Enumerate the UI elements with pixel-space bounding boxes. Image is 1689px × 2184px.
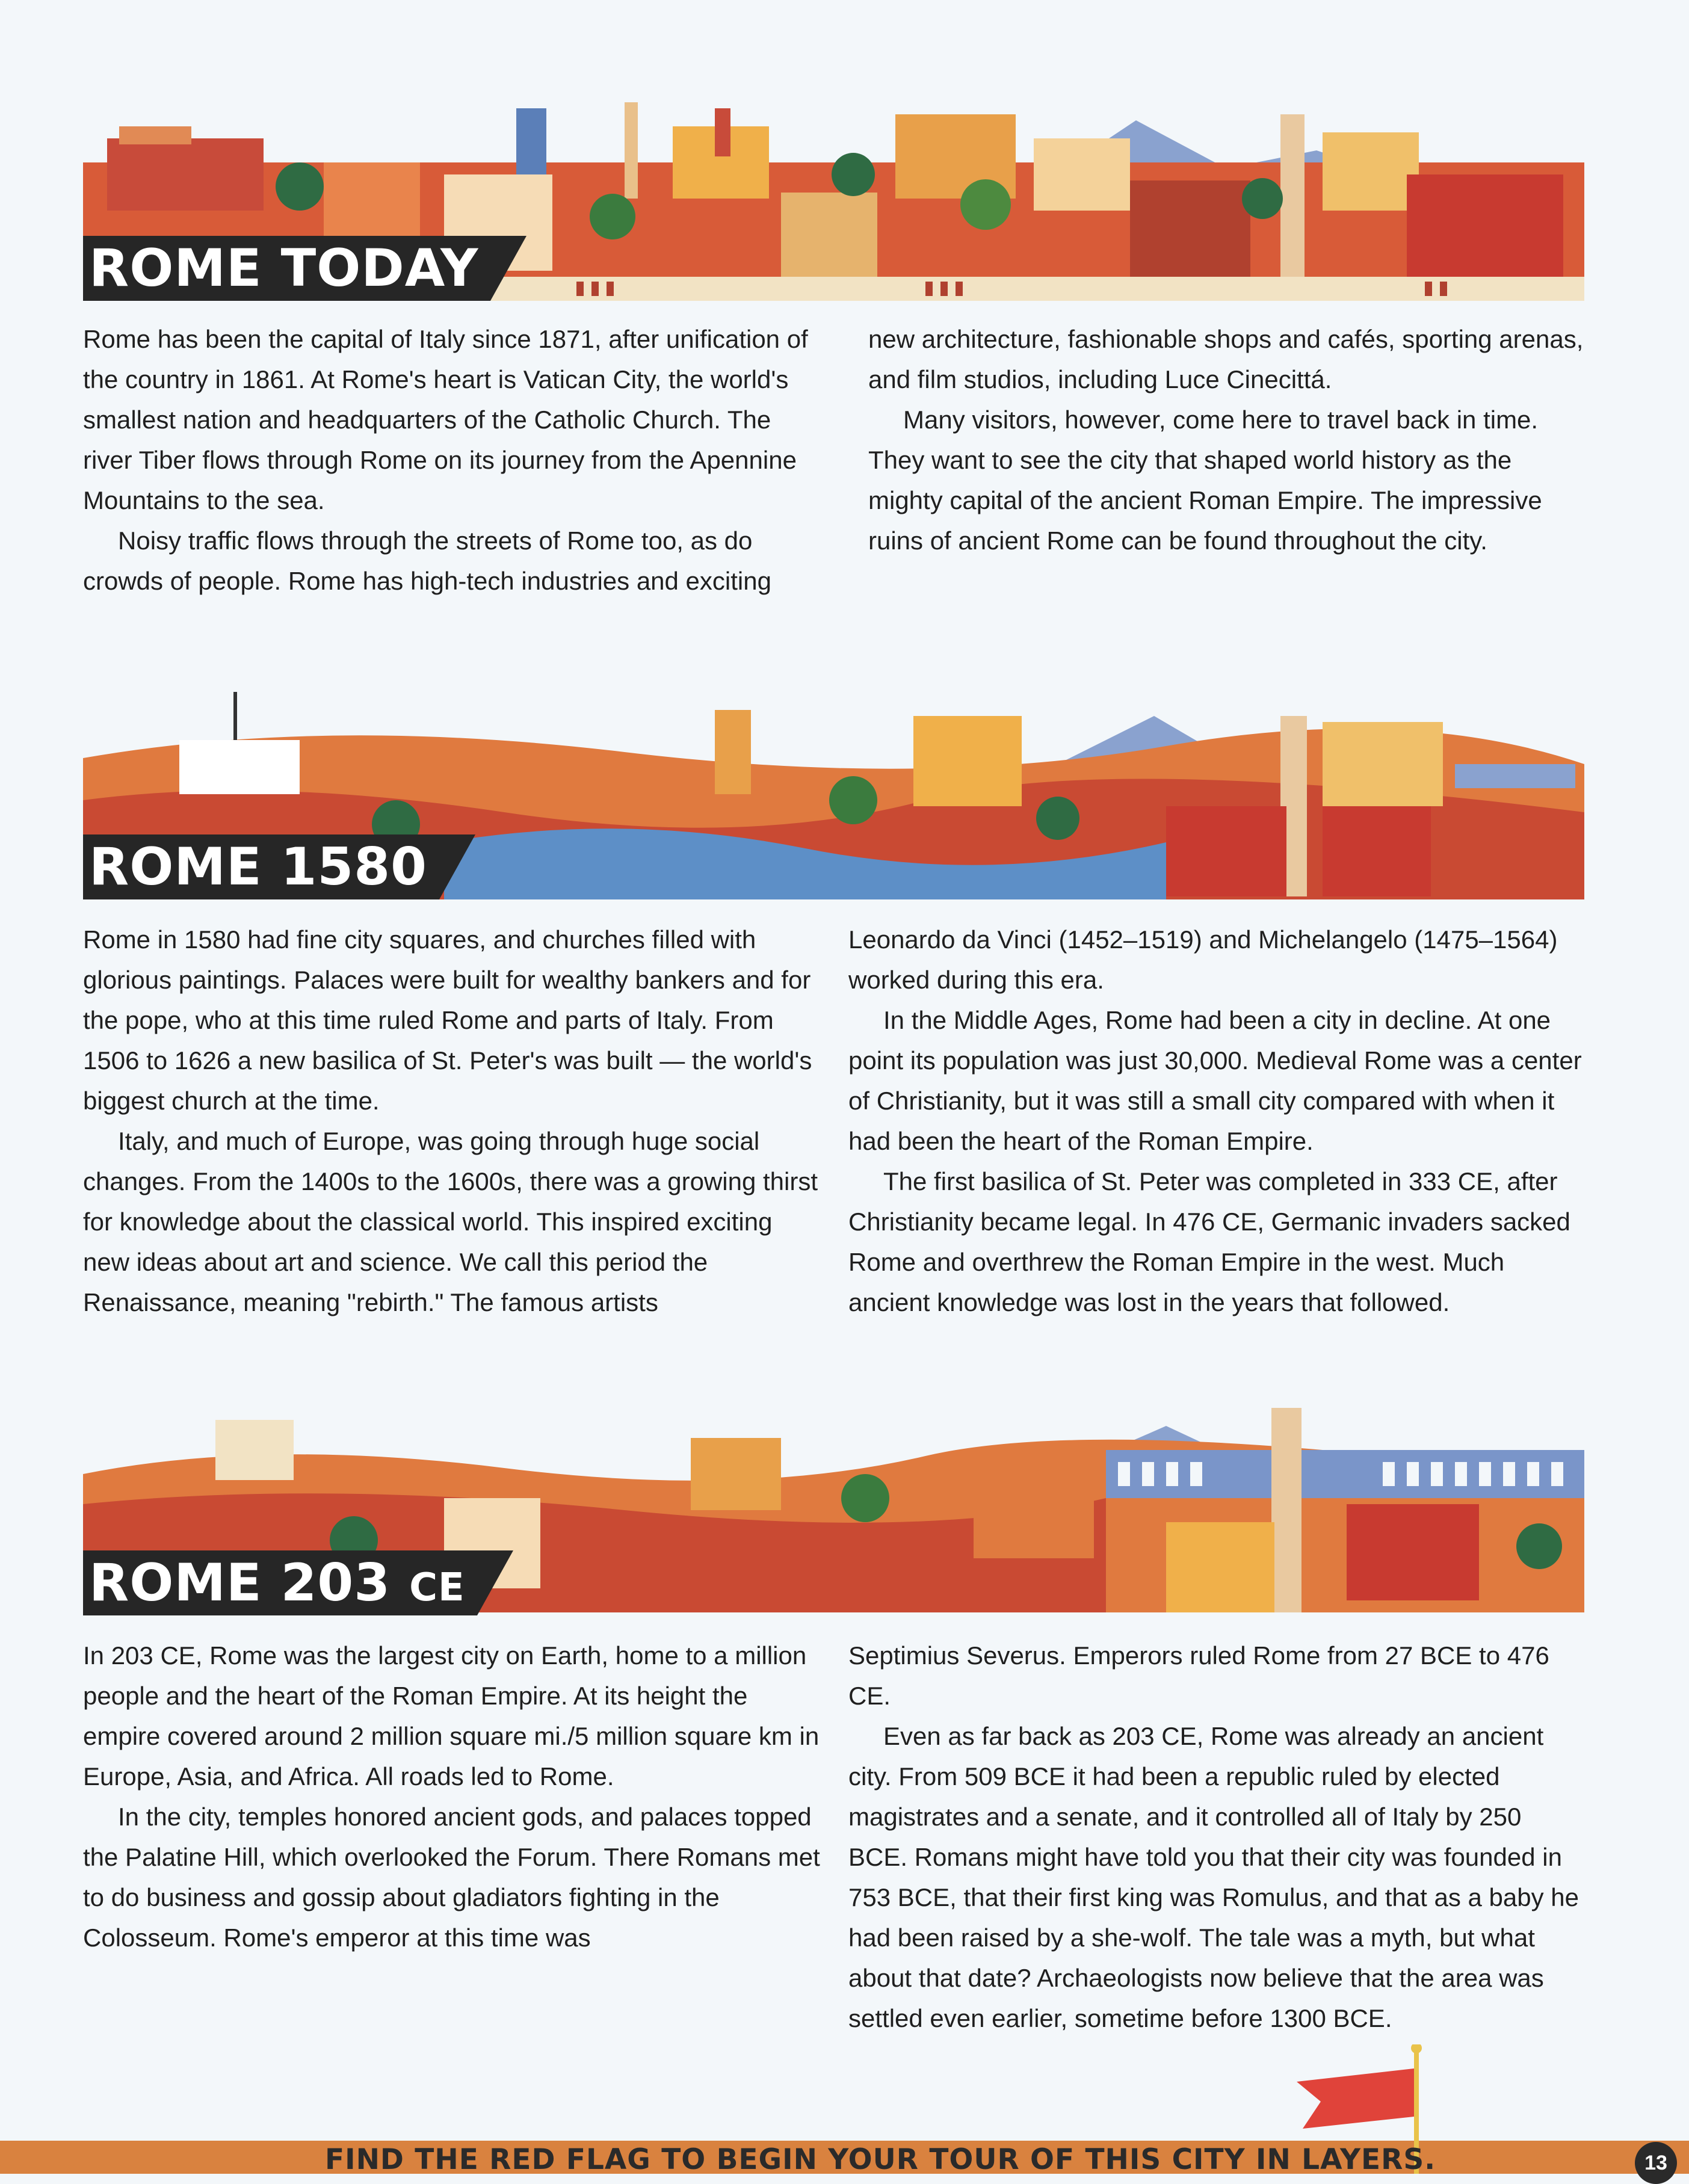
rome-1580-left-column bbox=[83, 919, 823, 1322]
paragraph: In the city, temples honored ancient gods, and palaces topped the Palatine Hill, which overlooked the Forum. There Romans met to do business and gossip about gladiators fighting in the Colosseum. Rome's emperor at this time was bbox=[83, 1803, 820, 1952]
paragraph: Even as far back as 203 CE, Rome was already an ancient city. From 509 BCE it had been a republic ruled by elected magistrates and a senate, and it controlled all of Italy by 250 BCE. Romans might have told you that their city was founded in 753 BCE, that their first king was Romulus, and that as a baby he had been raised by a she-wolf. The tale was a myth, but what about that date? Archaeologists now believe that the area was settled even earlier, sometime before 1300 BCE. bbox=[848, 1722, 1579, 2032]
rome-today-right-column bbox=[868, 319, 1584, 561]
paragraph: Many visitors, however, come here to travel back in time. They want to see the city that shaped world history as the mighty capital of the ancient Roman Empire. The impressive ruins of ancient Rome can be found throughout the city. bbox=[868, 406, 1542, 555]
footer-instruction: FIND THE RED FLAG TO BEGIN YOUR TOUR OF THIS CITY IN LAYERS. bbox=[325, 2143, 1436, 2176]
paragraph: Septimius Severus. Emperors ruled Rome from 27 BCE to 476 CE. bbox=[848, 1641, 1549, 1710]
rome-203-left-column bbox=[83, 1635, 820, 1958]
rome-today-left-column bbox=[83, 319, 817, 601]
paragraph: Rome has been the capital of Italy since 1871, after unification of the country in 1861. At Rome's heart is Vatican City, the world's smallest nation and headquarters of the Catholic Church. The river Tiber flows through Rome on its journey from the Apennine Mountains to the sea. bbox=[83, 325, 808, 514]
paragraph: In 203 CE, Rome was the largest city on Earth, home to a million people and the heart of the Roman Empire. At its height the empire covered around 2 million square mi./5 million square km in Europe, Asia, and Africa. All roads led to Rome. bbox=[83, 1641, 820, 1791]
rome-1580-right-column bbox=[848, 919, 1586, 1322]
page-number: 13 bbox=[1635, 2142, 1677, 2184]
section-title-rome-today: ROME TODAY bbox=[83, 236, 490, 301]
paragraph: Italy, and much of Europe, was going through huge social changes. From the 1400s to the 1600s, there was a growing thirst for knowledge about the classical world. This inspired exciting new ideas about art and science. We call this period the Renaissance, meaning "rebirth." The famous artists bbox=[83, 1127, 818, 1316]
paragraph: Noisy traffic flows through the streets of Rome too, as do crowds of people. Rome has high-tech industries and exciting bbox=[83, 526, 771, 595]
paragraph: The first basilica of St. Peter was completed in 333 CE, after Christianity became legal. In 476 CE, Germanic invaders sacked Rome and overthrew the Roman Empire in the west. Much ancient knowledge was lost in the years that followed. bbox=[848, 1167, 1570, 1316]
title-main: ROME 203 bbox=[89, 1553, 391, 1613]
paragraph: new architecture, fashionable shops and cafés, sporting arenas, and film studios, including Luce Cinecittá. bbox=[868, 325, 1584, 393]
section-title-rome-1580: ROME 1580 bbox=[83, 834, 439, 899]
title-suffix: CE bbox=[409, 1566, 465, 1610]
paragraph: In the Middle Ages, Rome had been a city in decline. At one point its population was just 30,000. Medieval Rome was a center of Christianity, but it was still a small city compared with when it had been the heart of the Roman Empire. bbox=[848, 1006, 1582, 1155]
section-title-rome-203 bbox=[83, 1550, 477, 1615]
rome-203-right-column bbox=[848, 1635, 1586, 2038]
paragraph: Rome in 1580 had fine city squares, and churches filled with glorious paintings. Palaces were built for wealthy bankers and for the pope, who at this time ruled Rome and parts of Italy. From 1506 to 1626 a new basilica of St. Peter's was built — the world's biggest church at the time. bbox=[83, 925, 812, 1115]
paragraph: Leonardo da Vinci (1452–1519) and Michelangelo (1475–1564) worked during this era. bbox=[848, 925, 1558, 994]
